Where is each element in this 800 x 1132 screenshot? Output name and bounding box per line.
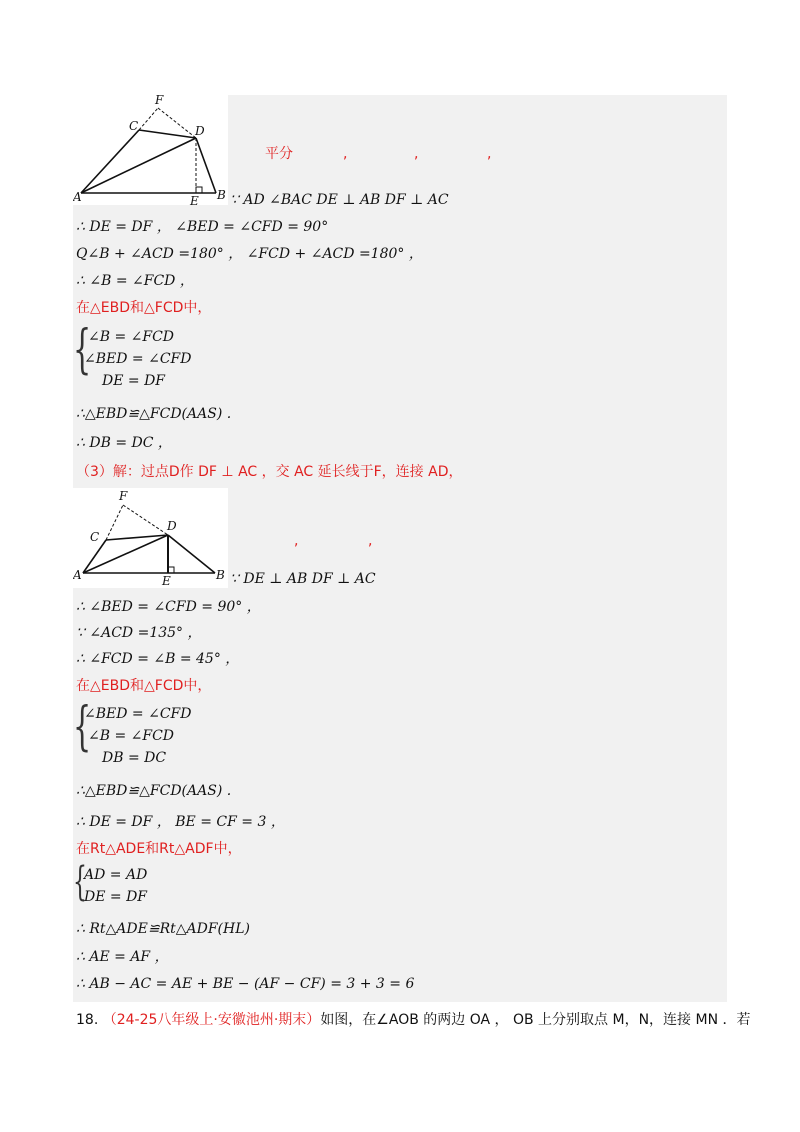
final-result-line: ∴ AB − AC = AE + BE − (AF − CF) = 3 + 3 = 6 [76, 976, 415, 992]
system-row: ∠BED = ∠CFD [84, 706, 192, 722]
system-brace: { [73, 859, 87, 905]
red-comma-1: , [343, 146, 348, 162]
figure-1-svg [73, 93, 228, 205]
extension-CF [139, 108, 158, 130]
segment-DF-dashed [123, 505, 168, 535]
question-source: （24-25八年级上·安徽池州·期末） [102, 1012, 321, 1028]
question-number: 18. [76, 1012, 99, 1028]
proof-line: ∵ ∠ACD =135° ， [76, 625, 202, 641]
figure-2 [73, 488, 228, 588]
red-comma-1: , [294, 533, 299, 549]
proof-line: ∴ DE = DF ， BE = CF = 3 ， [76, 814, 285, 830]
since-perpendiculars: ∵ DE ⊥ AB DF ⊥ AC [230, 571, 376, 587]
extension-CF [106, 505, 123, 540]
label-D: D [167, 519, 177, 533]
congruence-line: ∴△EBD≌△FCD(AAS) . [76, 783, 232, 799]
proof-line: ∴ ∠BED = ∠CFD = 90° ， [76, 599, 261, 615]
question-text: 如图，在∠AOB 的两边 OA ， OB 上分别取点 M，N，连接 MN ．若 [320, 1012, 751, 1028]
proof-line: ∴ ∠FCD = ∠B = 45° ， [76, 651, 240, 667]
red-comma-2: , [368, 533, 373, 549]
red-comma-2: , [414, 146, 419, 162]
figure-1 [73, 93, 228, 205]
label-C: C [129, 119, 139, 133]
congruence-line: ∴ Rt△ADE≌Rt△ADF(HL) [76, 921, 250, 937]
label-B: B [217, 188, 226, 202]
label-F: F [119, 489, 128, 503]
system-brace: { [73, 320, 92, 380]
proof-line: ∴ AE = AF ， [76, 949, 169, 965]
system-row: ∠BED = ∠CFD [84, 351, 192, 367]
system-row: DB = DC [102, 750, 167, 766]
proof-line: ∴ DE = DF ， ∠BED = ∠CFD = 90° [76, 219, 329, 235]
red-in-triangles-line: 在△EBD和△FCD中， [76, 300, 212, 316]
figure-2-svg [73, 488, 228, 588]
segment-DB [168, 535, 215, 573]
system-row: DE = DF [102, 373, 166, 389]
label-F: F [155, 93, 164, 107]
system-brace: { [73, 697, 92, 757]
label-D: D [195, 124, 205, 138]
system-row: ∠B = ∠FCD [88, 329, 175, 345]
label-E: E [162, 574, 171, 588]
question-18 [76, 1011, 751, 1029]
segment-AD [81, 138, 196, 193]
since-ad-bisects: ∵ AD ∠BAC DE ⊥ AB DF ⊥ AC [230, 192, 449, 208]
system-row: DE = DF [84, 889, 148, 905]
segment-DB [196, 138, 216, 193]
red-comma-3: , [487, 146, 492, 162]
proof-line: ∴ ∠B = ∠FCD ， [76, 273, 194, 289]
proof-line: Q∠B + ∠ACD =180° ， ∠FCD + ∠ACD =180° ， [76, 246, 423, 262]
segment-AC [81, 130, 139, 193]
red-angle-bisector-label: 平分 [265, 146, 293, 162]
part3-heading: （3）解：过点D作 DF ⊥ AC ，交 AC 延长线于F，连接 AD， [76, 464, 463, 480]
label-A: A [73, 190, 82, 204]
right-angle-mark [196, 187, 202, 193]
label-A: A [73, 568, 82, 582]
label-E: E [190, 194, 199, 205]
label-B: B [216, 568, 225, 582]
system-row: AD = AD [84, 867, 148, 883]
congruence-line: ∴△EBD≌△FCD(AAS) . [76, 406, 232, 422]
proof-line: ∴ DB = DC ， [76, 435, 172, 451]
red-in-right-triangles-line: 在Rt△ADE和Rt△ADF中， [76, 841, 242, 857]
red-in-triangles-line: 在△EBD和△FCD中， [76, 678, 212, 694]
system-row: ∠B = ∠FCD [88, 728, 175, 744]
label-C: C [90, 530, 100, 544]
